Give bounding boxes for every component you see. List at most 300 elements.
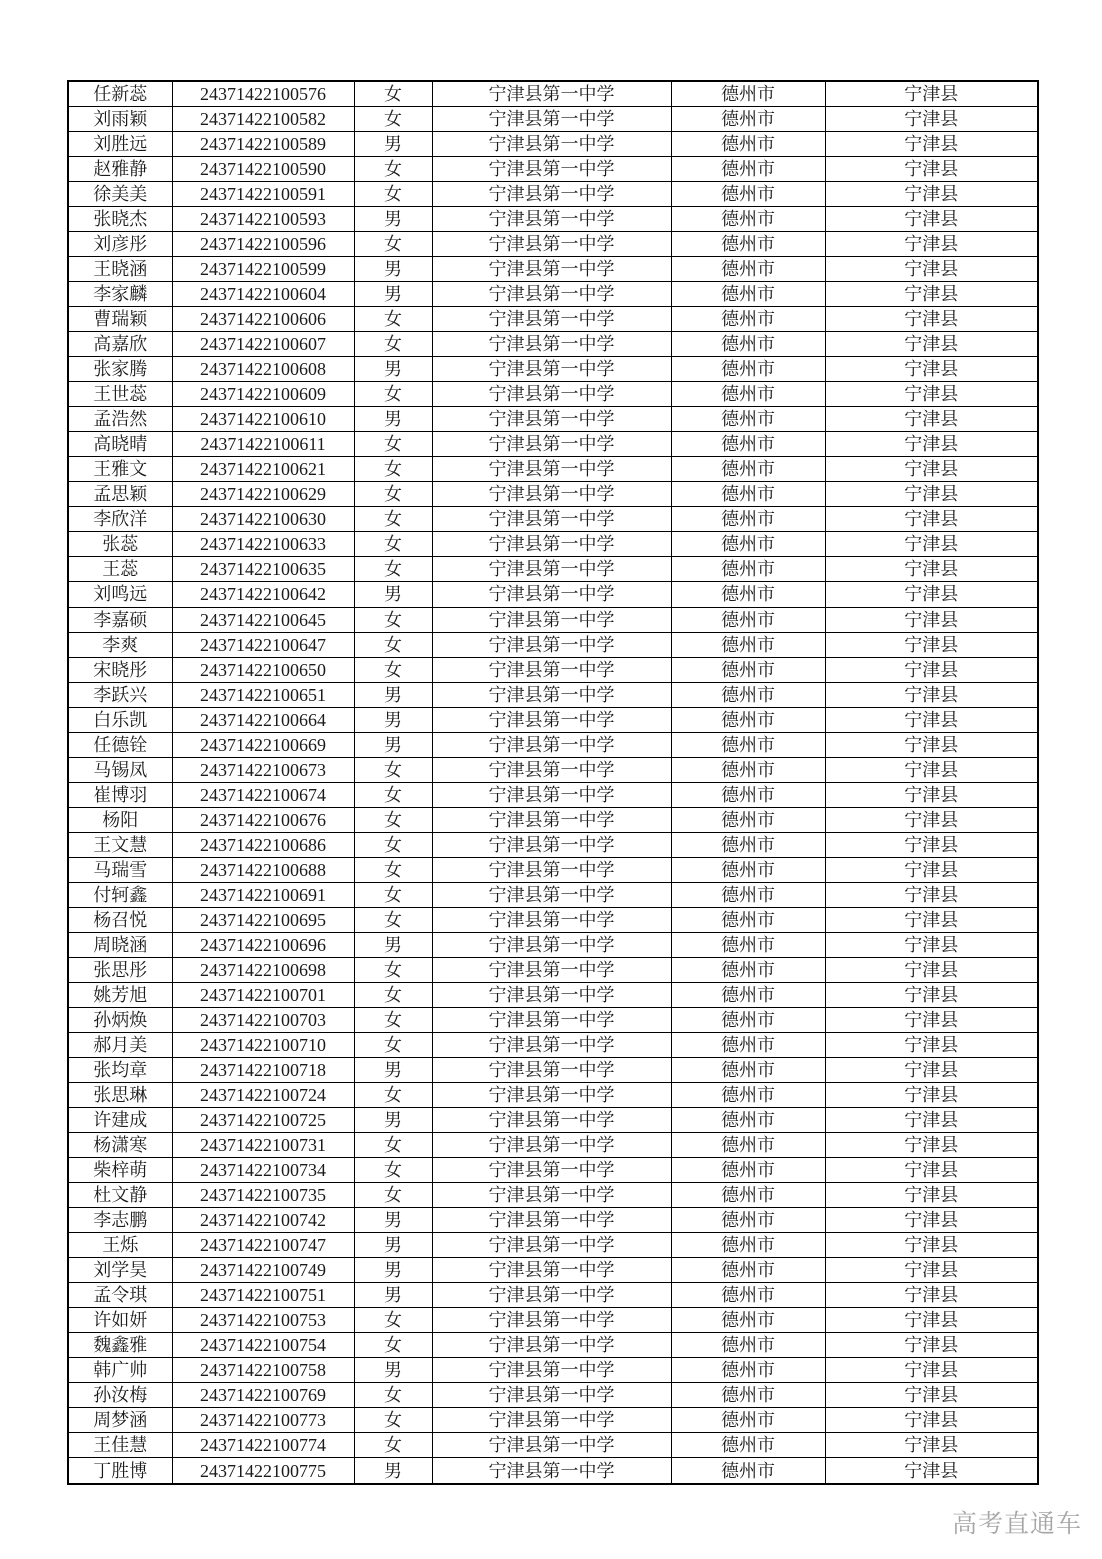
- cell-gender: 女: [354, 81, 432, 107]
- cell-gender: 女: [354, 182, 432, 207]
- cell-exam_number: 24371422100582: [172, 107, 354, 132]
- cell-city: 德州市: [671, 1057, 825, 1082]
- cell-city: 德州市: [671, 107, 825, 132]
- cell-gender: 女: [354, 607, 432, 632]
- cell-gender: 女: [354, 907, 432, 932]
- cell-city: 德州市: [671, 582, 825, 607]
- cell-gender: 女: [354, 532, 432, 557]
- cell-name: 马瑞雪: [68, 857, 172, 882]
- cell-exam_number: 24371422100734: [172, 1157, 354, 1182]
- cell-name: 孟浩然: [68, 407, 172, 432]
- cell-school: 宁津县第一中学: [432, 907, 671, 932]
- cell-name: 付轲鑫: [68, 882, 172, 907]
- cell-gender: 女: [354, 557, 432, 582]
- cell-exam_number: 24371422100710: [172, 1032, 354, 1057]
- student-row: [68, 1357, 1038, 1382]
- cell-city: 德州市: [671, 1332, 825, 1357]
- cell-school: 宁津县第一中学: [432, 1032, 671, 1057]
- cell-school: 宁津县第一中学: [432, 582, 671, 607]
- cell-school: 宁津县第一中学: [432, 1157, 671, 1182]
- cell-gender: 女: [354, 507, 432, 532]
- cell-school: 宁津县第一中学: [432, 81, 671, 107]
- cell-county: 宁津县: [825, 557, 1038, 582]
- cell-name: 李欣洋: [68, 507, 172, 532]
- cell-city: 德州市: [671, 1307, 825, 1332]
- cell-exam_number: 24371422100688: [172, 857, 354, 882]
- cell-gender: 女: [354, 1157, 432, 1182]
- cell-name: 许如妍: [68, 1307, 172, 1332]
- cell-county: 宁津县: [825, 657, 1038, 682]
- student-row: [68, 1057, 1038, 1082]
- cell-school: 宁津县第一中学: [432, 882, 671, 907]
- cell-county: 宁津县: [825, 932, 1038, 957]
- student-row: [68, 107, 1038, 132]
- cell-county: 宁津县: [825, 1408, 1038, 1433]
- cell-city: 德州市: [671, 1382, 825, 1407]
- cell-city: 德州市: [671, 857, 825, 882]
- cell-county: 宁津县: [825, 532, 1038, 557]
- cell-county: 宁津县: [825, 807, 1038, 832]
- cell-gender: 女: [354, 1007, 432, 1032]
- cell-exam_number: 24371422100749: [172, 1257, 354, 1282]
- cell-county: 宁津县: [825, 81, 1038, 107]
- cell-exam_number: 24371422100576: [172, 81, 354, 107]
- cell-county: 宁津县: [825, 1032, 1038, 1057]
- cell-name: 张蕊: [68, 532, 172, 557]
- cell-exam_number: 24371422100758: [172, 1357, 354, 1382]
- cell-school: 宁津县第一中学: [432, 782, 671, 807]
- cell-name: 丁胜博: [68, 1458, 172, 1484]
- student-row: [68, 632, 1038, 657]
- cell-city: 德州市: [671, 1232, 825, 1257]
- cell-name: 王蕊: [68, 557, 172, 582]
- cell-city: 德州市: [671, 957, 825, 982]
- student-row: [68, 132, 1038, 157]
- student-row: [68, 932, 1038, 957]
- cell-county: 宁津县: [825, 1107, 1038, 1132]
- cell-city: 德州市: [671, 1408, 825, 1433]
- cell-gender: 女: [354, 382, 432, 407]
- cell-city: 德州市: [671, 532, 825, 557]
- cell-county: 宁津县: [825, 1458, 1038, 1484]
- cell-name: 孟思颖: [68, 482, 172, 507]
- cell-city: 德州市: [671, 282, 825, 307]
- cell-exam_number: 24371422100645: [172, 607, 354, 632]
- cell-county: 宁津县: [825, 1232, 1038, 1257]
- cell-county: 宁津县: [825, 582, 1038, 607]
- cell-school: 宁津县第一中学: [432, 482, 671, 507]
- student-row: [68, 782, 1038, 807]
- cell-city: 德州市: [671, 182, 825, 207]
- cell-gender: 女: [354, 1382, 432, 1407]
- cell-school: 宁津县第一中学: [432, 1182, 671, 1207]
- cell-exam_number: 24371422100674: [172, 782, 354, 807]
- student-row: [68, 532, 1038, 557]
- cell-name: 柴梓萌: [68, 1157, 172, 1182]
- cell-exam_number: 24371422100596: [172, 232, 354, 257]
- cell-county: 宁津县: [825, 507, 1038, 532]
- cell-gender: 女: [354, 1082, 432, 1107]
- cell-gender: 男: [354, 932, 432, 957]
- cell-school: 宁津县第一中学: [432, 1332, 671, 1357]
- cell-exam_number: 24371422100633: [172, 532, 354, 557]
- cell-gender: 女: [354, 1132, 432, 1157]
- cell-school: 宁津县第一中学: [432, 382, 671, 407]
- student-row: [68, 1107, 1038, 1132]
- cell-name: 杨阳: [68, 807, 172, 832]
- cell-county: 宁津县: [825, 1157, 1038, 1182]
- student-row: [68, 1408, 1038, 1433]
- cell-name: 赵雅静: [68, 157, 172, 182]
- cell-school: 宁津县第一中学: [432, 757, 671, 782]
- cell-gender: 女: [354, 857, 432, 882]
- cell-name: 刘胜远: [68, 132, 172, 157]
- cell-gender: 女: [354, 307, 432, 332]
- cell-city: 德州市: [671, 257, 825, 282]
- student-row: [68, 1182, 1038, 1207]
- student-row: [68, 307, 1038, 332]
- cell-exam_number: 24371422100669: [172, 732, 354, 757]
- cell-county: 宁津县: [825, 1357, 1038, 1382]
- cell-school: 宁津县第一中学: [432, 1433, 671, 1458]
- cell-name: 李爽: [68, 632, 172, 657]
- cell-name: 李家麟: [68, 282, 172, 307]
- cell-school: 宁津县第一中学: [432, 532, 671, 557]
- cell-exam_number: 24371422100609: [172, 382, 354, 407]
- cell-county: 宁津县: [825, 1332, 1038, 1357]
- cell-name: 李跃兴: [68, 682, 172, 707]
- cell-gender: 男: [354, 207, 432, 232]
- cell-name: 马锡凤: [68, 757, 172, 782]
- cell-name: 张均章: [68, 1057, 172, 1082]
- student-row: [68, 457, 1038, 482]
- cell-gender: 女: [354, 157, 432, 182]
- cell-school: 宁津县第一中学: [432, 232, 671, 257]
- cell-county: 宁津县: [825, 482, 1038, 507]
- student-row: [68, 1132, 1038, 1157]
- student-roster-table-body: [68, 81, 1038, 1484]
- cell-gender: 女: [354, 332, 432, 357]
- cell-name: 徐美美: [68, 182, 172, 207]
- student-row: [68, 807, 1038, 832]
- cell-county: 宁津县: [825, 1082, 1038, 1107]
- cell-gender: 女: [354, 482, 432, 507]
- cell-school: 宁津县第一中学: [432, 1007, 671, 1032]
- student-row: [68, 682, 1038, 707]
- cell-school: 宁津县第一中学: [432, 1207, 671, 1232]
- cell-gender: 女: [354, 232, 432, 257]
- cell-gender: 女: [354, 882, 432, 907]
- cell-county: 宁津县: [825, 182, 1038, 207]
- cell-exam_number: 24371422100754: [172, 1332, 354, 1357]
- student-row: [68, 1207, 1038, 1232]
- student-row: [68, 557, 1038, 582]
- cell-county: 宁津县: [825, 1433, 1038, 1458]
- student-row: [68, 882, 1038, 907]
- cell-name: 王文慧: [68, 832, 172, 857]
- cell-city: 德州市: [671, 782, 825, 807]
- cell-school: 宁津县第一中学: [432, 407, 671, 432]
- cell-gender: 男: [354, 582, 432, 607]
- cell-exam_number: 24371422100703: [172, 1007, 354, 1032]
- cell-exam_number: 24371422100676: [172, 807, 354, 832]
- cell-city: 德州市: [671, 1107, 825, 1132]
- cell-exam_number: 24371422100774: [172, 1433, 354, 1458]
- cell-exam_number: 24371422100650: [172, 657, 354, 682]
- cell-school: 宁津县第一中学: [432, 1057, 671, 1082]
- cell-exam_number: 24371422100753: [172, 1307, 354, 1332]
- student-row: [68, 1232, 1038, 1257]
- student-row: [68, 607, 1038, 632]
- cell-gender: 女: [354, 107, 432, 132]
- cell-exam_number: 24371422100604: [172, 282, 354, 307]
- cell-name: 刘彦彤: [68, 232, 172, 257]
- cell-county: 宁津县: [825, 707, 1038, 732]
- cell-school: 宁津县第一中学: [432, 957, 671, 982]
- student-row: [68, 957, 1038, 982]
- cell-gender: 女: [354, 1032, 432, 1057]
- cell-name: 高晓晴: [68, 432, 172, 457]
- cell-city: 德州市: [671, 357, 825, 382]
- student-row: [68, 582, 1038, 607]
- cell-county: 宁津县: [825, 107, 1038, 132]
- student-row: [68, 1382, 1038, 1407]
- cell-school: 宁津县第一中学: [432, 432, 671, 457]
- cell-gender: 男: [354, 1458, 432, 1484]
- cell-city: 德州市: [671, 307, 825, 332]
- cell-name: 王佳慧: [68, 1433, 172, 1458]
- cell-gender: 男: [354, 357, 432, 382]
- cell-gender: 男: [354, 1357, 432, 1382]
- cell-exam_number: 24371422100686: [172, 832, 354, 857]
- cell-name: 李志鹏: [68, 1207, 172, 1232]
- cell-county: 宁津县: [825, 307, 1038, 332]
- cell-exam_number: 24371422100664: [172, 707, 354, 732]
- cell-name: 高嘉欣: [68, 332, 172, 357]
- cell-gender: 女: [354, 807, 432, 832]
- cell-county: 宁津县: [825, 732, 1038, 757]
- student-row: [68, 81, 1038, 107]
- cell-name: 张思彤: [68, 957, 172, 982]
- cell-city: 德州市: [671, 557, 825, 582]
- cell-city: 德州市: [671, 81, 825, 107]
- cell-gender: 女: [354, 1408, 432, 1433]
- cell-gender: 男: [354, 1107, 432, 1132]
- cell-gender: 男: [354, 1282, 432, 1307]
- cell-county: 宁津县: [825, 132, 1038, 157]
- student-roster-table: [67, 80, 1039, 1485]
- cell-city: 德州市: [671, 757, 825, 782]
- cell-county: 宁津县: [825, 257, 1038, 282]
- student-row: [68, 282, 1038, 307]
- cell-name: 杜文静: [68, 1182, 172, 1207]
- cell-name: 王烁: [68, 1232, 172, 1257]
- cell-exam_number: 24371422100701: [172, 982, 354, 1007]
- cell-gender: 女: [354, 757, 432, 782]
- cell-gender: 女: [354, 832, 432, 857]
- cell-county: 宁津县: [825, 282, 1038, 307]
- cell-exam_number: 24371422100635: [172, 557, 354, 582]
- cell-name: 周梦涵: [68, 1408, 172, 1433]
- cell-gender: 女: [354, 632, 432, 657]
- student-row: [68, 707, 1038, 732]
- cell-school: 宁津县第一中学: [432, 1132, 671, 1157]
- cell-exam_number: 24371422100673: [172, 757, 354, 782]
- cell-exam_number: 24371422100611: [172, 432, 354, 457]
- cell-name: 王雅文: [68, 457, 172, 482]
- cell-county: 宁津县: [825, 432, 1038, 457]
- cell-school: 宁津县第一中学: [432, 307, 671, 332]
- cell-county: 宁津县: [825, 757, 1038, 782]
- cell-exam_number: 24371422100606: [172, 307, 354, 332]
- student-row: [68, 382, 1038, 407]
- student-row: [68, 1282, 1038, 1307]
- cell-school: 宁津县第一中学: [432, 832, 671, 857]
- cell-name: 刘雨颖: [68, 107, 172, 132]
- cell-gender: 男: [354, 282, 432, 307]
- cell-city: 德州市: [671, 1157, 825, 1182]
- cell-gender: 男: [354, 1232, 432, 1257]
- cell-city: 德州市: [671, 432, 825, 457]
- cell-city: 德州市: [671, 1458, 825, 1484]
- cell-name: 王晓涵: [68, 257, 172, 282]
- watermark-text: 高考直通车: [951, 1510, 1082, 1538]
- cell-school: 宁津县第一中学: [432, 657, 671, 682]
- student-row: [68, 1332, 1038, 1357]
- cell-gender: 男: [354, 682, 432, 707]
- cell-school: 宁津县第一中学: [432, 357, 671, 382]
- cell-school: 宁津县第一中学: [432, 607, 671, 632]
- cell-name: 崔博羽: [68, 782, 172, 807]
- cell-city: 德州市: [671, 232, 825, 257]
- cell-gender: 男: [354, 732, 432, 757]
- cell-exam_number: 24371422100590: [172, 157, 354, 182]
- cell-city: 德州市: [671, 507, 825, 532]
- cell-city: 德州市: [671, 332, 825, 357]
- student-row: [68, 482, 1038, 507]
- student-row: [68, 507, 1038, 532]
- cell-county: 宁津县: [825, 232, 1038, 257]
- cell-exam_number: 24371422100695: [172, 907, 354, 932]
- cell-city: 德州市: [671, 132, 825, 157]
- cell-city: 德州市: [671, 1082, 825, 1107]
- cell-school: 宁津县第一中学: [432, 182, 671, 207]
- cell-city: 德州市: [671, 807, 825, 832]
- cell-exam_number: 24371422100630: [172, 507, 354, 532]
- cell-exam_number: 24371422100731: [172, 1132, 354, 1157]
- student-row: [68, 332, 1038, 357]
- cell-name: 刘学昊: [68, 1257, 172, 1282]
- cell-county: 宁津县: [825, 957, 1038, 982]
- cell-county: 宁津县: [825, 782, 1038, 807]
- cell-gender: 女: [354, 982, 432, 1007]
- cell-name: 宋晓彤: [68, 657, 172, 682]
- cell-county: 宁津县: [825, 457, 1038, 482]
- cell-city: 德州市: [671, 732, 825, 757]
- cell-gender: 女: [354, 1307, 432, 1332]
- cell-city: 德州市: [671, 832, 825, 857]
- cell-city: 德州市: [671, 657, 825, 682]
- cell-city: 德州市: [671, 682, 825, 707]
- cell-name: 刘鸣远: [68, 582, 172, 607]
- cell-exam_number: 24371422100742: [172, 1207, 354, 1232]
- cell-name: 杨召悦: [68, 907, 172, 932]
- cell-school: 宁津县第一中学: [432, 132, 671, 157]
- cell-name: 张晓杰: [68, 207, 172, 232]
- cell-name: 孟令琪: [68, 1282, 172, 1307]
- cell-county: 宁津县: [825, 1132, 1038, 1157]
- cell-county: 宁津县: [825, 1282, 1038, 1307]
- student-row: [68, 1082, 1038, 1107]
- cell-exam_number: 24371422100647: [172, 632, 354, 657]
- cell-name: 曹瑞颖: [68, 307, 172, 332]
- cell-name: 许建成: [68, 1107, 172, 1132]
- student-row: [68, 757, 1038, 782]
- cell-gender: 男: [354, 407, 432, 432]
- cell-school: 宁津县第一中学: [432, 1307, 671, 1332]
- cell-name: 姚芳旭: [68, 982, 172, 1007]
- cell-county: 宁津县: [825, 882, 1038, 907]
- cell-name: 任德铨: [68, 732, 172, 757]
- student-row: [68, 232, 1038, 257]
- cell-county: 宁津县: [825, 332, 1038, 357]
- cell-city: 德州市: [671, 407, 825, 432]
- cell-city: 德州市: [671, 707, 825, 732]
- cell-county: 宁津县: [825, 982, 1038, 1007]
- cell-county: 宁津县: [825, 1182, 1038, 1207]
- student-row: [68, 1257, 1038, 1282]
- cell-city: 德州市: [671, 982, 825, 1007]
- cell-school: 宁津县第一中学: [432, 1382, 671, 1407]
- cell-school: 宁津县第一中学: [432, 1232, 671, 1257]
- student-row: [68, 982, 1038, 1007]
- cell-county: 宁津县: [825, 682, 1038, 707]
- cell-name: 王世蕊: [68, 382, 172, 407]
- cell-county: 宁津县: [825, 407, 1038, 432]
- cell-county: 宁津县: [825, 1307, 1038, 1332]
- cell-gender: 男: [354, 257, 432, 282]
- cell-exam_number: 24371422100698: [172, 957, 354, 982]
- cell-exam_number: 24371422100607: [172, 332, 354, 357]
- student-row: [68, 907, 1038, 932]
- cell-county: 宁津县: [825, 907, 1038, 932]
- cell-gender: 男: [354, 132, 432, 157]
- cell-school: 宁津县第一中学: [432, 1408, 671, 1433]
- cell-city: 德州市: [671, 157, 825, 182]
- cell-county: 宁津县: [825, 607, 1038, 632]
- cell-county: 宁津县: [825, 382, 1038, 407]
- cell-gender: 男: [354, 1057, 432, 1082]
- cell-city: 德州市: [671, 207, 825, 232]
- cell-school: 宁津县第一中学: [432, 707, 671, 732]
- cell-name: 任新蕊: [68, 81, 172, 107]
- cell-school: 宁津县第一中学: [432, 207, 671, 232]
- cell-school: 宁津县第一中学: [432, 982, 671, 1007]
- cell-city: 德州市: [671, 1032, 825, 1057]
- student-row: [68, 1433, 1038, 1458]
- cell-school: 宁津县第一中学: [432, 1282, 671, 1307]
- cell-name: 魏鑫雅: [68, 1332, 172, 1357]
- cell-school: 宁津县第一中学: [432, 1357, 671, 1382]
- cell-exam_number: 24371422100691: [172, 882, 354, 907]
- cell-city: 德州市: [671, 382, 825, 407]
- cell-city: 德州市: [671, 632, 825, 657]
- cell-gender: 女: [354, 782, 432, 807]
- cell-exam_number: 24371422100725: [172, 1107, 354, 1132]
- cell-city: 德州市: [671, 482, 825, 507]
- student-row: [68, 657, 1038, 682]
- cell-name: 韩广帅: [68, 1357, 172, 1382]
